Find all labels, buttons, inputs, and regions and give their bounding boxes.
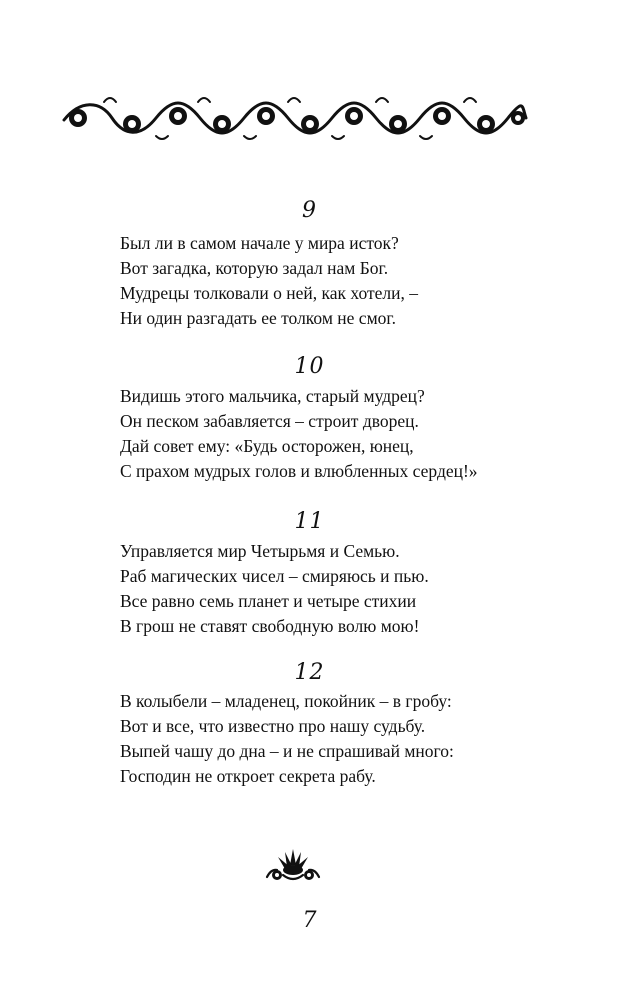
stanza-12	[120, 689, 540, 789]
verse-line: Вот загадка, которую задал нам Бог.	[120, 258, 389, 278]
stanza-11	[120, 539, 540, 639]
scroll-vine-border-icon	[60, 88, 530, 144]
verse-line: С прахом мудрых голов и влюбленных сердец!»	[120, 461, 478, 481]
verse-line: Видишь этого мальчика, старый мудрец?	[120, 386, 425, 406]
verse-line: Господин не откроет секрета рабу.	[120, 766, 376, 786]
verse-line: В грош не ставят свободную волю мою!	[120, 616, 420, 636]
verse-line: Дай совет ему: «Будь осторожен, юнец,	[120, 436, 414, 456]
stanza-number: 9	[302, 198, 317, 223]
palmette-fleuron-icon	[263, 845, 323, 885]
page-number: 7	[302, 908, 317, 933]
verse-line: Он песком забавляется – строит дворец.	[120, 411, 419, 431]
stanza-9	[120, 231, 540, 331]
verse-line: Вот и все, что известно про нашу судьбу.	[120, 716, 426, 736]
verse-line: Раб магических чисел – смиряюсь и пью.	[120, 566, 429, 586]
stanza-10	[120, 384, 540, 484]
verse-line: Выпей чашу до дна – и не спрашивай много:	[120, 741, 454, 761]
stanza-number: 12	[294, 660, 325, 685]
stanza-number: 10	[294, 354, 325, 379]
verse-line: В колыбели – младенец, покойник – в гробу:	[120, 691, 452, 711]
stanza-number: 11	[294, 509, 325, 534]
verse-line: Все равно семь планет и четыре стихии	[120, 591, 417, 611]
verse-line: Мудрецы толковали о ней, как хотели, –	[120, 283, 419, 303]
verse-line: Управляется мир Четырьмя и Семью.	[120, 541, 400, 561]
verse-line: Был ли в самом начале у мира исток?	[120, 233, 399, 253]
verse-line: Ни один разгадать ее толком не смог.	[120, 308, 396, 328]
